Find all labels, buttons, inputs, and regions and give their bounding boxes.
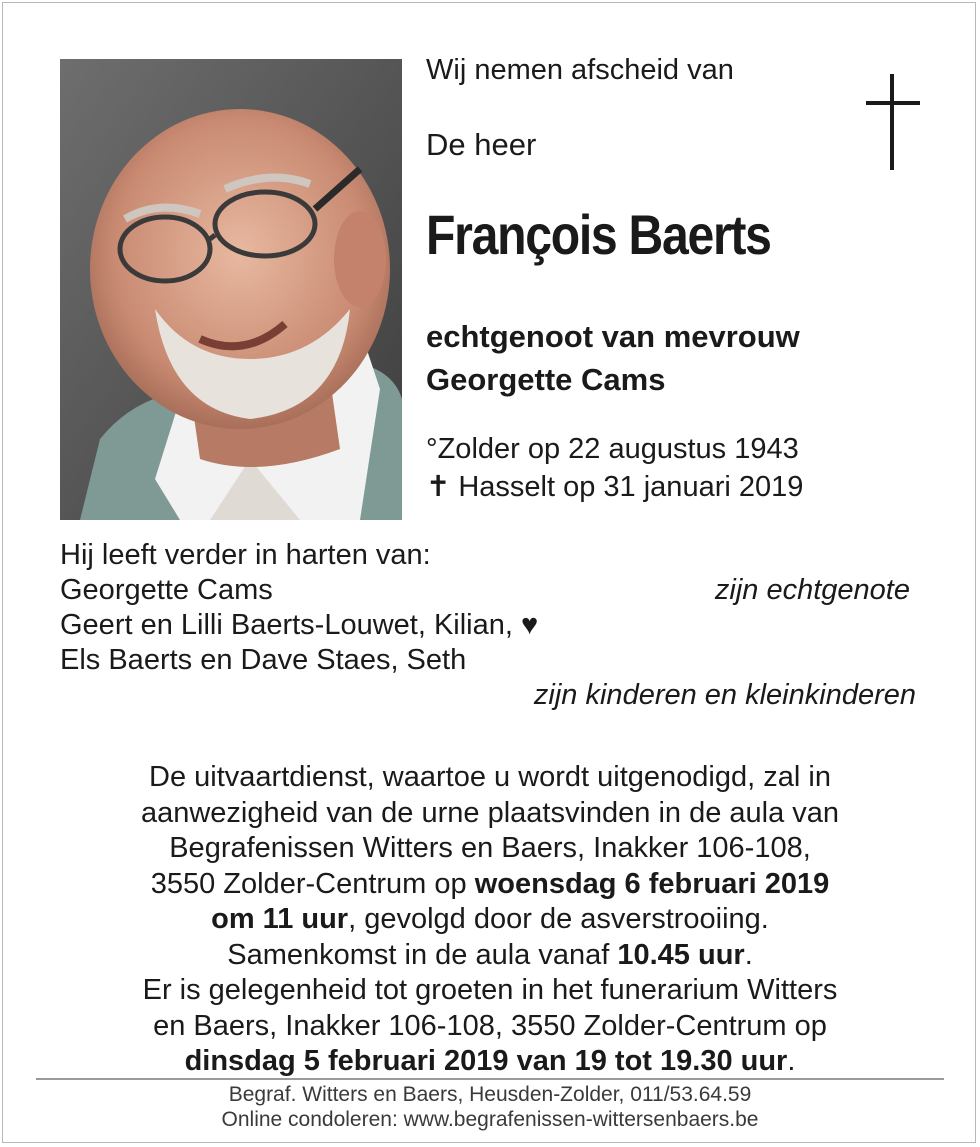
service-line: aanwezigheid van de urne plaatsvinden in de aula van	[140, 796, 840, 829]
condolence-link[interactable]: Online condoleren: www.begrafenissen-wittersenbaers.be	[221, 1108, 759, 1131]
list-item: Els Baerts en Dave Staes, Seth	[60, 644, 467, 676]
service-line: Begrafenissen Witters en Baers, Inakker 106-108,	[169, 832, 811, 864]
intro-text: Wij nemen afscheid van	[426, 54, 734, 86]
service-line	[40, 902, 940, 938]
service-line: Er is gelegenheid tot groeten in het funerarium Witters	[142, 974, 838, 1006]
birth-date: °Zolder op 22 augustus 1943	[426, 433, 799, 465]
service-line	[40, 867, 940, 903]
survivors-list	[60, 538, 920, 713]
punctuation: .	[744, 938, 753, 971]
service-text: , gevolgd door de asverstrooiing.	[348, 903, 769, 935]
spouse-info	[426, 315, 800, 401]
footer	[0, 1082, 980, 1132]
honorific: De heer	[426, 127, 537, 162]
service-date: woensdag 6 februari 2019	[474, 867, 830, 900]
service-line: De uitvaartdienst, waartoe u wordt uitgenodigd, zal in	[149, 761, 831, 793]
footer-divider	[36, 1078, 944, 1080]
portrait-photo	[60, 59, 402, 520]
cross-icon	[866, 74, 920, 170]
spouse-line-1: echtgenoot van mevrouw	[426, 319, 800, 354]
service-text: 3550 Zolder-Centrum op	[150, 867, 475, 900]
service-time: om 11 uur	[211, 903, 349, 935]
spouse-name: Georgette Cams	[60, 574, 273, 606]
list-item	[60, 678, 920, 713]
service-details	[40, 760, 940, 1080]
spouse-line-2: Georgette Cams	[426, 362, 666, 397]
life-dates	[426, 430, 803, 506]
children-role: zijn kinderen en kleinkinderen	[533, 679, 916, 711]
service-line: en Baers, Inakker 106-108, 3550 Zolder-Centrum op	[153, 1009, 827, 1042]
gathering-time: 10.45 uur	[617, 938, 745, 971]
deceased-name: François Baerts	[426, 203, 771, 266]
spouse-role: zijn echtgenote	[714, 574, 910, 606]
list-item	[60, 573, 920, 608]
gathering-text: Samenkomst in de aula vanaf	[227, 938, 618, 971]
visitation-time: dinsdag 5 februari 2019 van 19 tot 19.30 uur	[184, 1045, 788, 1077]
service-line	[40, 938, 940, 974]
punctuation: .	[787, 1045, 796, 1077]
service-line	[40, 1044, 940, 1080]
funeral-home-info: Begraf. Witters en Baers, Heusden-Zolder, 011/53.64.59	[228, 1083, 752, 1106]
death-date: ✝ Hasselt op 31 januari 2019	[426, 471, 804, 503]
survivors-intro: Hij leeft verder in harten van:	[60, 539, 431, 571]
list-item: Geert en Lilli Baerts-Louwet, Kilian, ♥	[60, 609, 539, 641]
